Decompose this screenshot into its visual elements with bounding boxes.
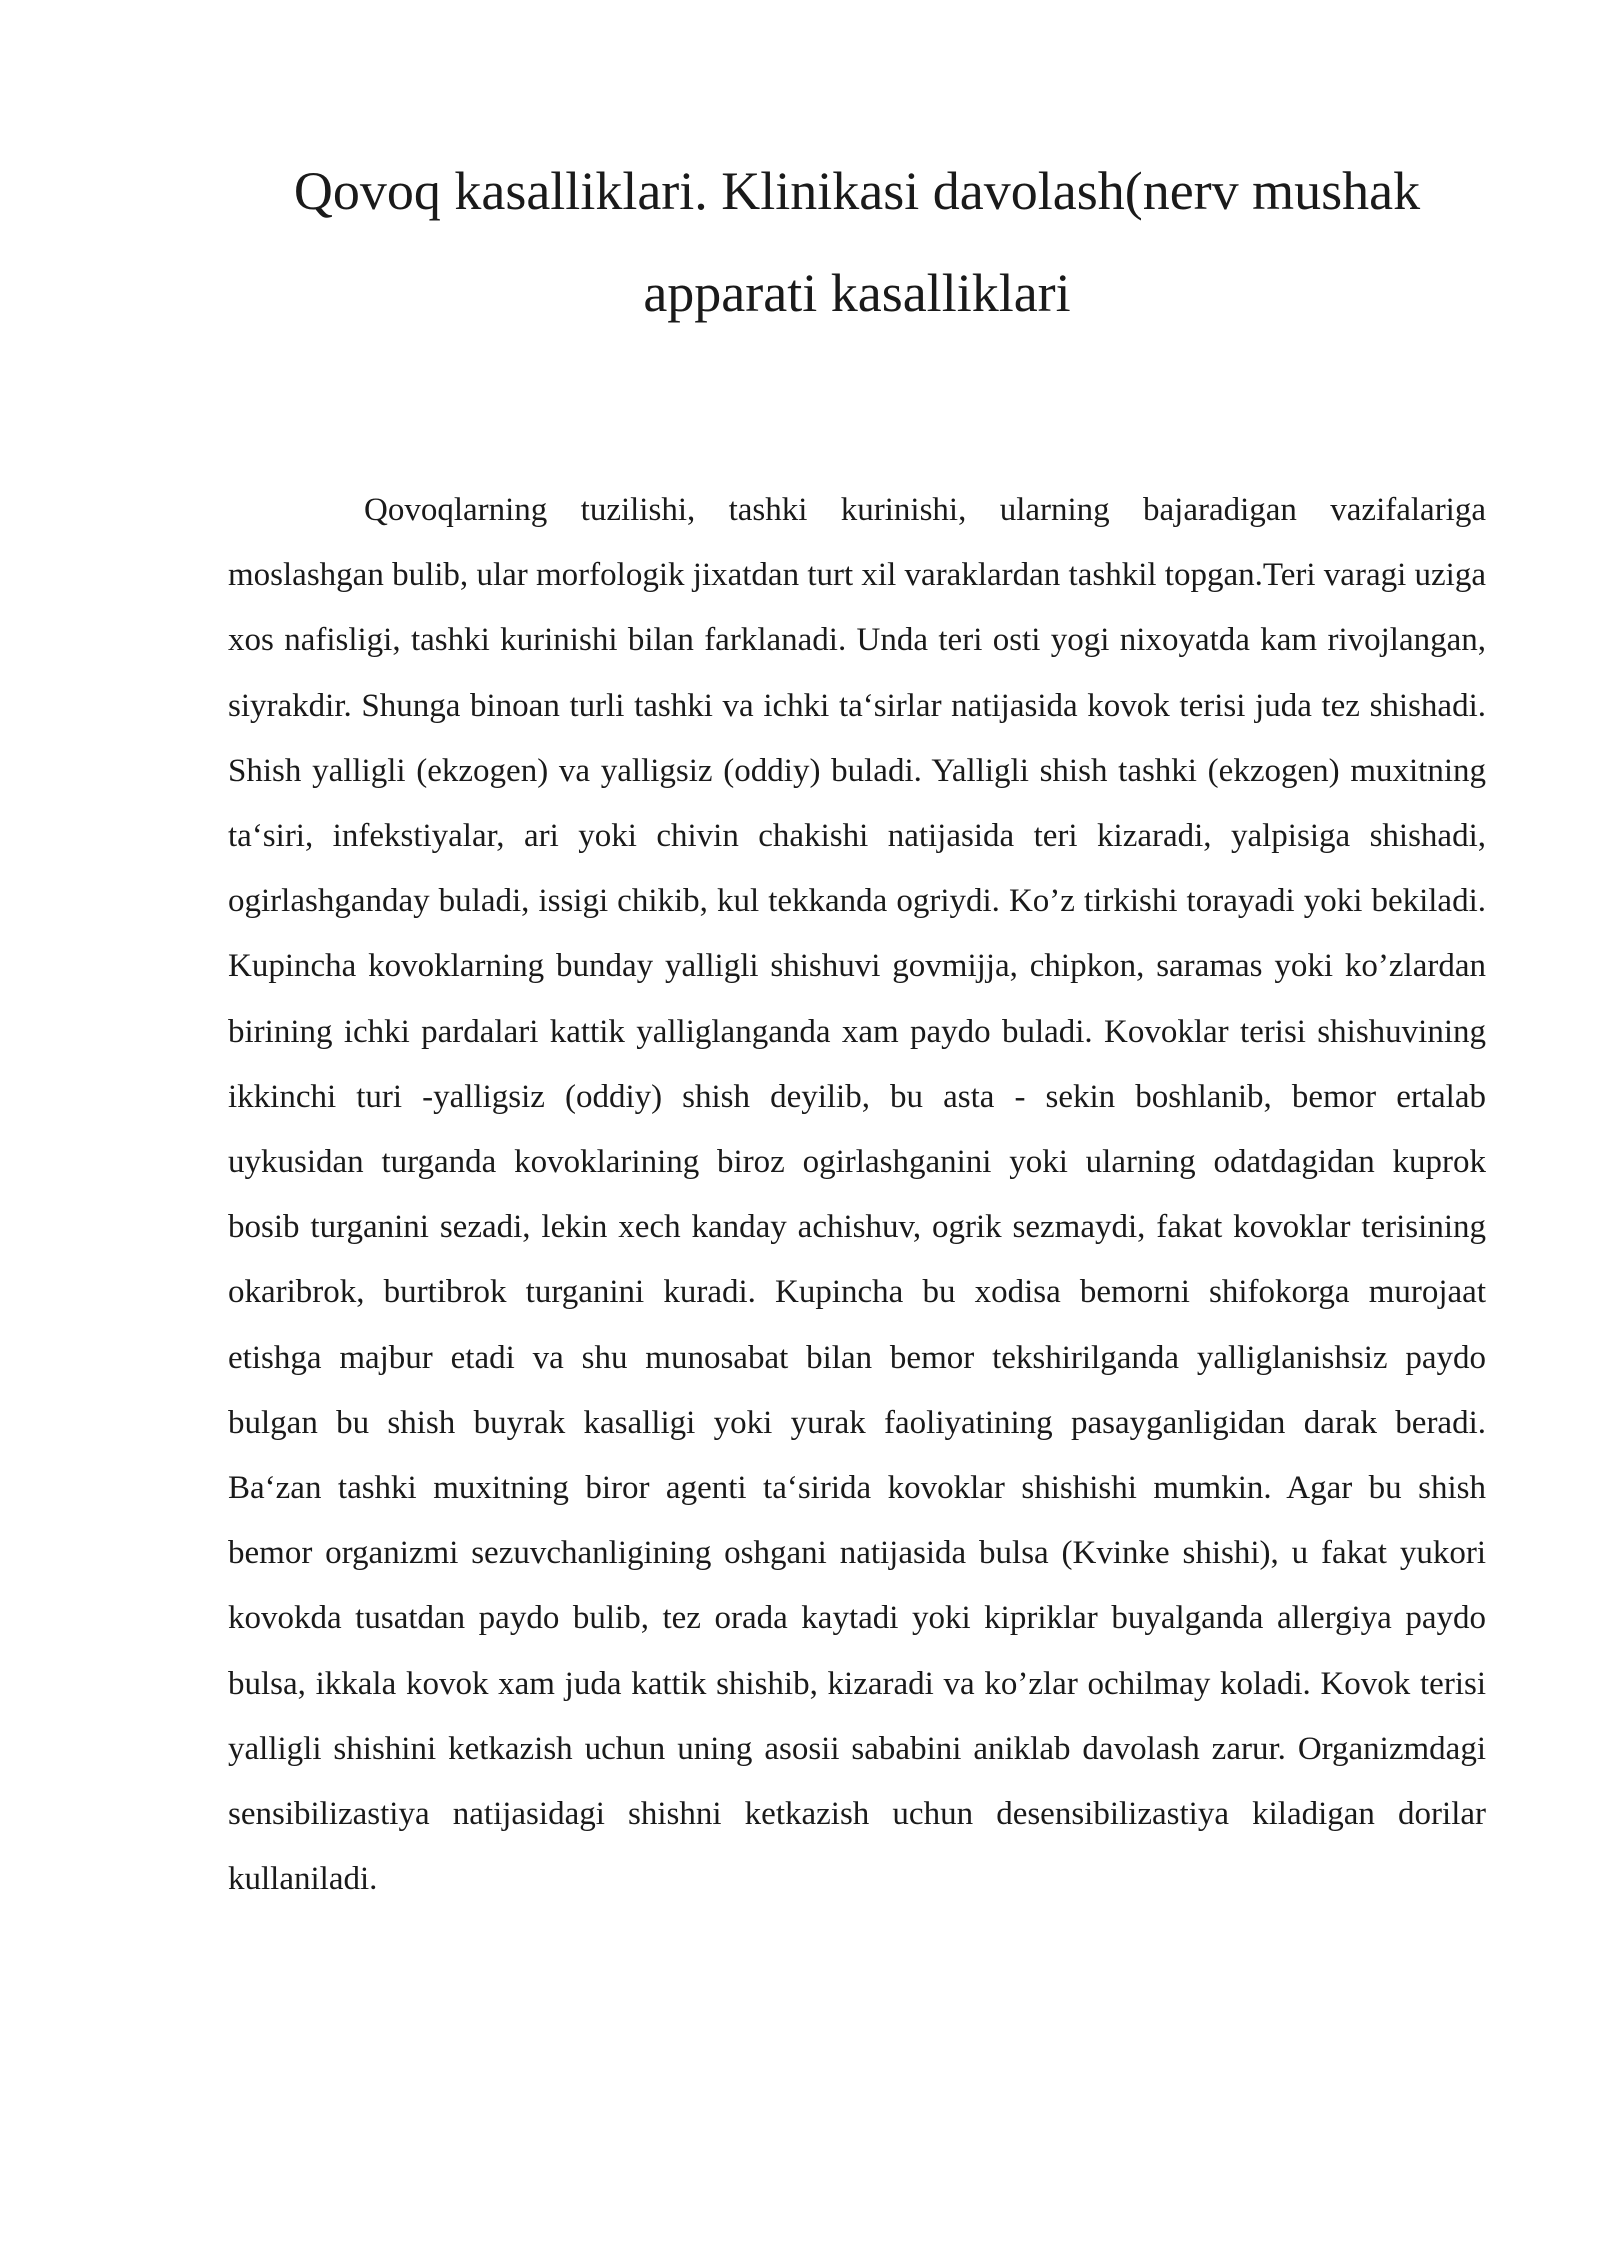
body-paragraph: Qovoqlarning tuzilishi, tashki kurinishi, ularning bajaradigan vazifalariga moslashgan bulib, ular morfologik jixatdan turt xil varaklardan tashkil topgan.Teri varagi uziga xos nafisligi, tashki kurinishi bilan farklanadi. Unda teri osti yogi nixoyatda kam rivojlangan, siyrakdir. Shunga binoan turli tashki va ichki ta‘sirlar natijasida kovok terisi juda tez shishadi. Shish yalligli (ekzogen) va yalligsiz (oddiy) buladi. Yalligli shish tashki (ekzogen) muxitning ta‘siri, infekstiyalar, ari yoki chivin chakishi natijasida teri kizaradi, yalpisiga shishadi, ogirlashganday buladi, issigi chikib, kul tekkanda ogriydi. Ko’z tirkishi torayadi yoki bekiladi. Kupincha kovoklarning bunday yalligli shishuvi govmijja, chipkon, saramas yoki ko’zlardan birining ichki pardalari kattik yalliglanganda xam paydo buladi. Kovoklar terisi shishuvining ikkinchi turi -yalligsiz (oddiy) shish deyilib, bu asta - sekin boshlanib, bemor ertalab uykusidan turganda kovoklarining biroz ogirlashganini yoki ularning odatdagidan kuprok bosib turganini sezadi, lekin xech kanday achishuv, ogrik sezmaydi, fakat kovoklar terisining okaribrok, burtibrok turganini kuradi. Kupincha bu xodisa bemorni shifokorga murojaat etishga majbur etadi va shu munosabat bilan bemor tekshirilganda yalliglanishsiz paydo bulgan bu shish buyrak kasalligi yoki yurak faoliyatining pasayganligidan darak beradi. Ba‘zan tashki muxitning biror agenti ta‘sirida kovoklar shishishi mumkin. Agar bu shish bemor organizmi sezuvchanligining oshgani natijasida bulsa (Kvinke shishi), u fakat yukori kovokda tusatdan paydo bulib, tez orada kaytadi yoki kipriklar buyalganda allergiya paydo bulsa, ikkala kovok xam juda kattik shishib, kizaradi va ko’zlar ochilmay koladi. Kovok terisi yalligli shishini ketkazish uchun uning asosii sababini aniklab davolash zarur. Organizmdagi sensibilizastiya natijasidagi shishni ketkazish uchun desensibilizastiya kiladigan dorilar kullaniladi. [228, 492, 1486, 1898]
document-title: Qovoq kasalliklari. Klinikasi davolash(nerv mushak apparati kasalliklari [293, 161, 1421, 323]
